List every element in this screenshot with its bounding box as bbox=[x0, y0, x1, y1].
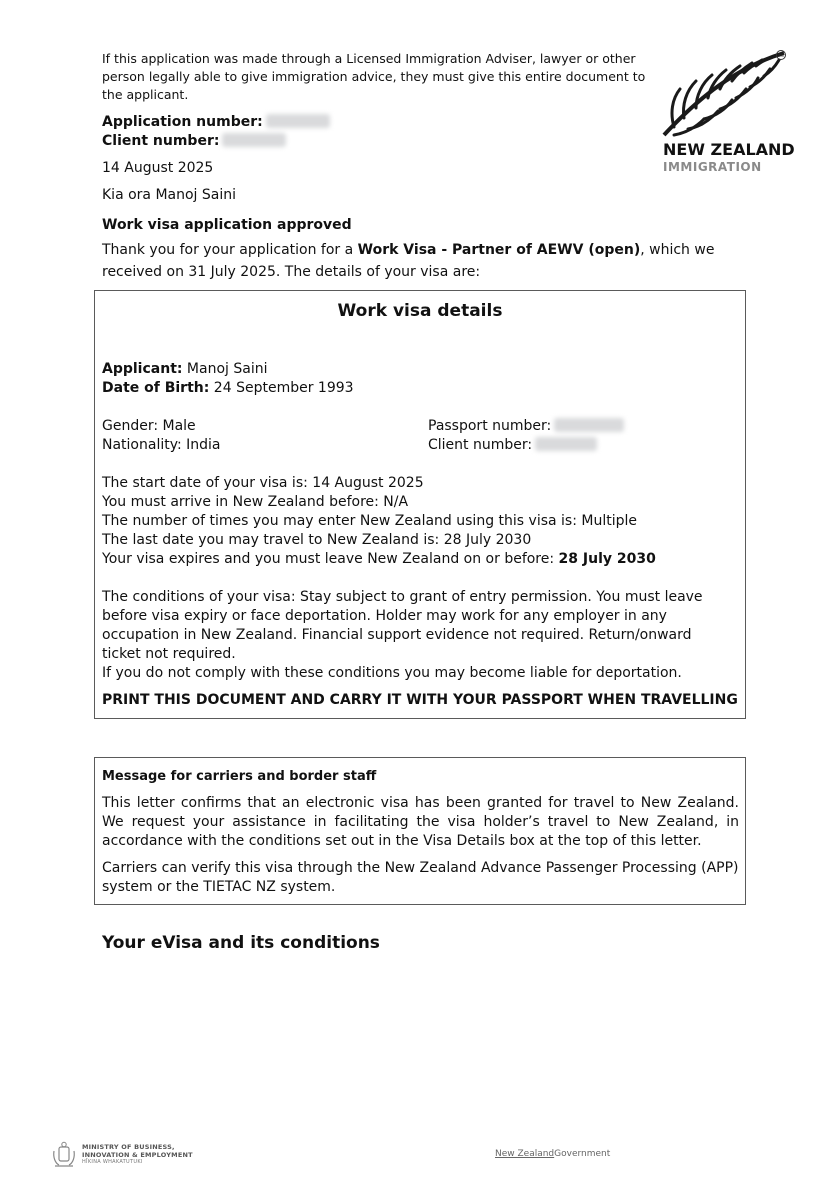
comply-warning: If you do not comply with these conditions you may become liable for deportation. bbox=[102, 665, 682, 681]
intro-suffix: , which we received on 31 July 2025. The details of your visa are: bbox=[102, 242, 715, 280]
greeting: Kia ora Manoj Saini bbox=[102, 187, 237, 203]
nz-government-part-2: Government bbox=[554, 1149, 611, 1159]
visa-details-title: Work visa details bbox=[337, 301, 503, 321]
entries-line: The number of times you may enter New Zealand using this visa is: Multiple bbox=[102, 513, 637, 529]
carriers-heading: Message for carriers and border staff bbox=[102, 769, 377, 784]
nationality-line: Nationality: India bbox=[102, 437, 221, 453]
mbie-line-2: INNOVATION & EMPLOYMENT bbox=[82, 1151, 193, 1159]
coat-of-arms-icon bbox=[50, 1141, 78, 1169]
passport-number-line bbox=[428, 417, 624, 436]
arrive-before-line: You must arrive in New Zealand before: N/A bbox=[102, 494, 409, 510]
expiry-line bbox=[102, 550, 656, 569]
nz-government-part-1: New Zealand bbox=[495, 1149, 555, 1159]
visa-conditions: The conditions of your visa: Stay subject to grant of entry permission. You must leave before visa expiry or face deportation. Holder may work for any employer in any occupation in New Zealand. Financial support evidence not required. Return/onward ticket not required. bbox=[102, 589, 703, 662]
dob-label: Date of Birth: bbox=[102, 380, 210, 396]
mbie-line-3: HĪKINA WHAKATUTUKI bbox=[82, 1159, 143, 1165]
redacted-client-number bbox=[222, 133, 286, 147]
last-travel-line: The last date you may travel to New Zealand is: 28 July 2030 bbox=[102, 532, 532, 548]
trademark-mark: TM bbox=[778, 53, 784, 58]
application-number-label: Application number: bbox=[102, 114, 263, 130]
dob-value: 24 September 1993 bbox=[209, 380, 354, 396]
expiry-date: 28 July 2030 bbox=[558, 551, 656, 567]
evisa-heading: Your eVisa and its conditions bbox=[102, 933, 380, 953]
mbie-line-1: MINISTRY OF BUSINESS, bbox=[82, 1143, 175, 1151]
logo-subtitle: IMMIGRATION bbox=[663, 160, 762, 174]
dob-line bbox=[102, 379, 354, 398]
carriers-paragraph-2: Carriers can verify this visa through the New Zealand Advance Passenger Processing (APP) system or the TIETAC NZ system. bbox=[102, 860, 739, 895]
visa-client-number-label: Client number: bbox=[428, 437, 533, 453]
print-notice: PRINT THIS DOCUMENT AND CARRY IT WITH YOUR PASSPORT WHEN TRAVELLING bbox=[102, 692, 738, 708]
expiry-prefix: Your visa expires and you must leave New Zealand on or before: bbox=[102, 551, 559, 567]
client-number-label: Client number: bbox=[102, 133, 220, 149]
client-number bbox=[102, 132, 286, 151]
redacted-application-number bbox=[266, 114, 330, 128]
nz-government-logo bbox=[495, 1149, 610, 1159]
start-date-line: The start date of your visa is: 14 August 2025 bbox=[102, 475, 424, 491]
intro-paragraph bbox=[102, 239, 747, 283]
carriers-paragraph-1: This letter confirms that an electronic visa has been granted for travel to New Zealand. We request your assistance in facilitating the visa holder’s travel to New Zealand, in accordance with the conditions set out in the Visa Details box at the top of this letter. bbox=[102, 795, 739, 849]
logo-name: NEW ZEALAND bbox=[663, 140, 795, 159]
applicant-line bbox=[102, 360, 268, 379]
intro-prefix: Thank you for your application for a bbox=[102, 242, 358, 258]
approved-heading: Work visa application approved bbox=[102, 217, 352, 233]
adviser-notice: If this application was made through a Licensed Immigration Adviser, lawyer or other person legally able to give immigration advice, they must give this entire document to the applicant. bbox=[102, 51, 646, 102]
intro-visa-type: Work Visa - Partner of AEWV (open) bbox=[357, 242, 641, 258]
gender-line: Gender: Male bbox=[102, 418, 196, 434]
applicant-value: Manoj Saini bbox=[182, 361, 268, 377]
redacted-visa-client-number bbox=[535, 437, 597, 451]
letter-date: 14 August 2025 bbox=[102, 160, 214, 176]
application-number bbox=[102, 113, 330, 132]
applicant-label: Applicant: bbox=[102, 361, 183, 377]
passport-number-label: Passport number: bbox=[428, 418, 552, 434]
visa-client-number-line bbox=[428, 436, 597, 455]
redacted-passport-number bbox=[554, 418, 624, 432]
